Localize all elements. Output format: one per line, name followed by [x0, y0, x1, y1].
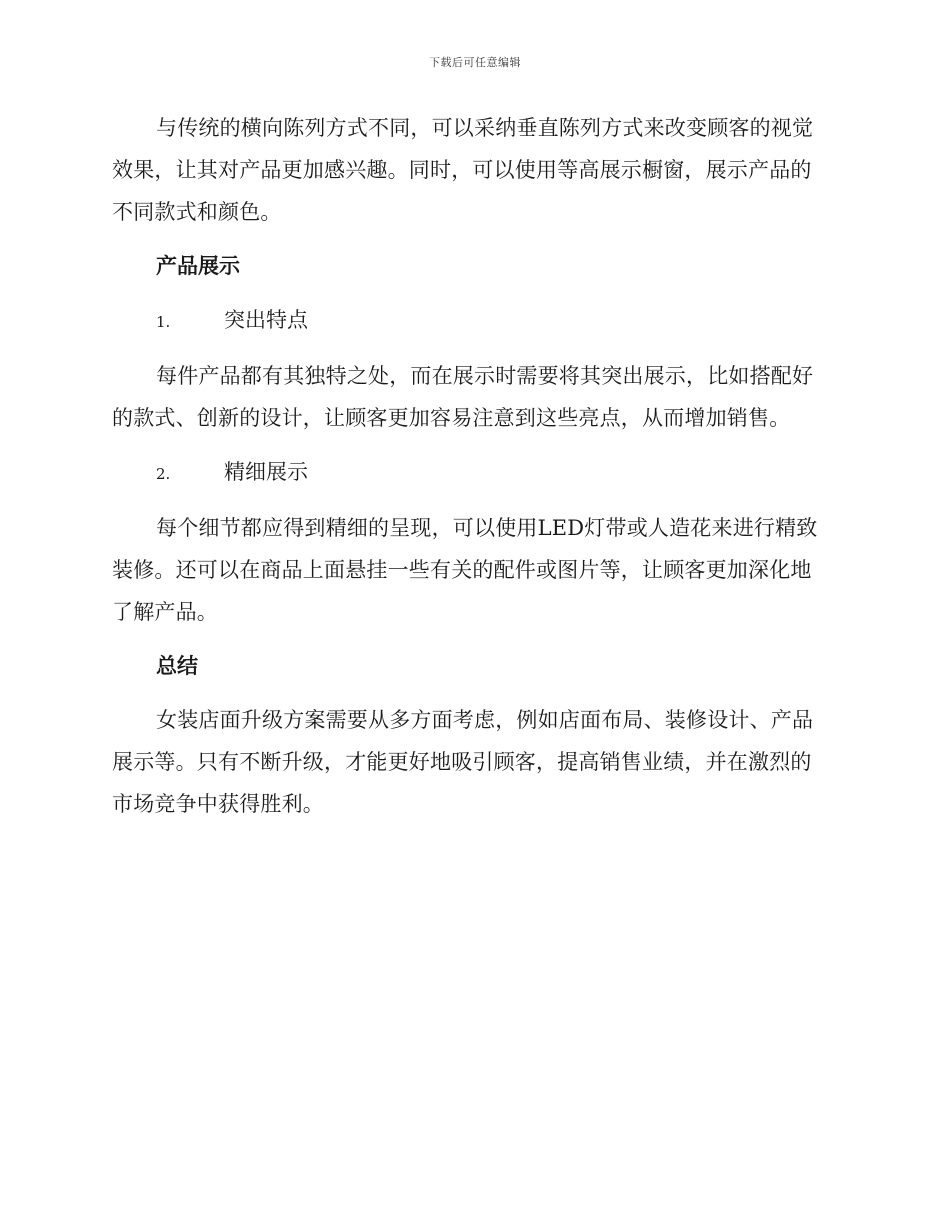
- document-body: [112, 107, 832, 837]
- heading-summary: 总结: [156, 654, 198, 678]
- list-item-detailed-display: [156, 451, 832, 495]
- heading-product-display: 产品展示: [156, 254, 240, 278]
- list-item-label: 突出特点: [224, 308, 308, 332]
- list-number: 2.: [156, 465, 171, 483]
- paragraph-summary: 女装店面升级方案需要从多方面考虑，例如店面布局、装修设计、产品展示等。只有不断升级，才能更好地吸引顾客，提高销售业绩，并在激烈的市场竞争中获得胜利。: [112, 708, 814, 816]
- page-header: 下载后可任意编辑: [429, 56, 521, 69]
- paragraph-display-method: 与传统的横向陈列方式不同，可以采纳垂直陈列方式来改变顾客的视觉效果，让其对产品更加感兴趣。同时，可以使用等高展示橱窗，展示产品的不同款式和颜色。: [112, 116, 814, 224]
- paragraph-detailed-display: 每个细节都应得到精细的呈现，可以使用LED灯带或人造花来进行精致装修。还可以在商品上面悬挂一些有关的配件或图片等，让顾客更加深化地了解产品。: [112, 516, 818, 624]
- list-item-label: 精细展示: [224, 460, 308, 484]
- list-item-highlight-features: [156, 299, 832, 343]
- paragraph-highlight-features: 每件产品都有其独特之处，而在展示时需要将其突出展示，比如搭配好的款式、创新的设计，让顾客更加容易注意到这些亮点，从而增加销售。: [112, 364, 814, 430]
- list-number: 1.: [156, 313, 171, 331]
